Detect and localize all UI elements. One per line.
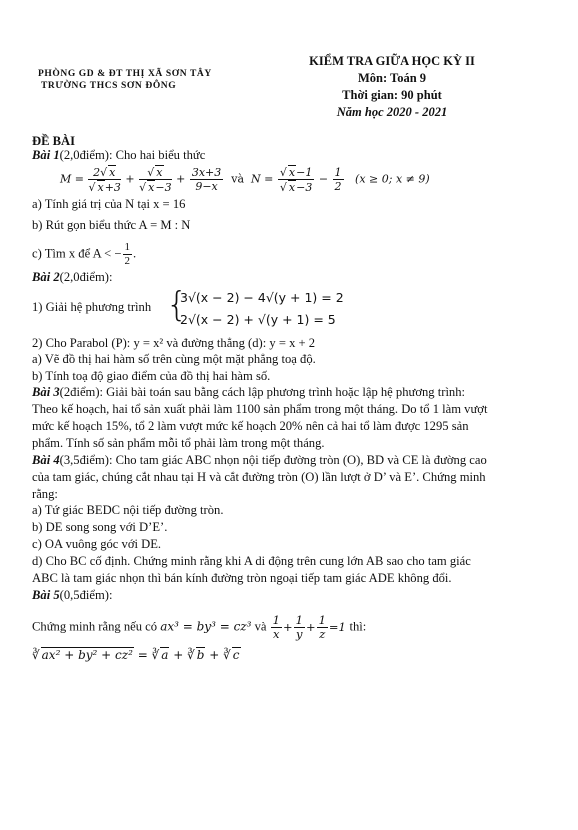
q5-prefix: Chứng minh rằng nếu có [32,619,158,634]
q4-part-d1: d) Cho BC cố định. Chứng minh rằng khi A di động trên cung lớn AB sao cho tam giác [32,554,471,568]
q2-part1: 1) Giải hệ phương trình [32,300,152,314]
q2-eq2: 2√(x − 2) + √(y + 1) = 5 [180,312,336,327]
q3-heading [32,385,465,400]
q2-eq1: 3√(x − 2) − 4√(y + 1) = 2 [180,290,344,305]
q1-heading [32,148,205,163]
q4-part-d2: ABC là tam giác nhọn thì bán kính đường tròn ngoại tiếp tam giác ADE không đổi. [32,571,452,585]
q5-condition1: ax³ = by³ = cz³ [160,619,252,634]
q3-line2: mức kế hoạch 15%, tổ 2 làm vượt mức kế hoạch 20% nên cả hai tổ làm được 1295 sản [32,419,469,433]
q4-title-rest: (3,5điểm): Cho tam giác ABC nhọn nội tiếp đường tròn (O), BD và CE là đường cao [59,453,487,467]
exam-title: KIỂM TRA GIỮA HỌC KỲ II [309,54,475,68]
section-title: ĐỀ BÀI [32,134,76,148]
q5-title-rest: (0,5điểm): [59,588,113,602]
q1-title: Bài 1 [32,148,60,162]
exam-subject: Môn: Toán 9 [357,71,427,85]
q3-title-rest: (2điểm): Giải bài toán sau bằng cách lập phương trình hoặc lập hệ phương trình: [59,385,466,399]
formula-and: và [231,172,245,186]
fraction: $\frac{2√ x}{√ x+3}$ [88,166,121,194]
q1-part-c [32,241,136,268]
q5-and: và [254,619,267,634]
q2-title-rest: (2,0điểm): [59,270,113,284]
q2-part-a: a) Vẽ đồ thị hai hàm số trên cùng một mặt phẳng toạ độ. [32,352,316,366]
q4-part-a: a) Tứ giác BEDC nội tiếp đường tròn. [32,503,224,517]
q2-heading [32,270,112,285]
system-brace: { [166,285,188,325]
formula-condition: (x ≥ 0; x ≠ 9) [355,172,430,186]
school-dept: PHÒNG GD & ĐT THỊ XÃ SƠN TÂY [38,69,212,79]
q2-title: Bài 2 [32,270,60,284]
q5-title: Bài 5 [32,588,60,602]
q5-condition2: $\frac{1}{x}$ + $\frac{1}{y}$ + $\frac{1}{z}$ =1 [272,613,350,641]
q4-part-b: b) DE song song với D’E’. [32,520,168,534]
school-name: TRƯỜNG THCS SƠN ĐÔNG [41,81,177,91]
q5-heading [32,588,112,603]
fraction: $\frac{√ x}{√ x-3}$ [139,166,172,194]
fraction: $\frac{3x+3}{9-x}$ [191,166,222,193]
q2-part2: 2) Cho Parabol (P): y = x² và đường thẳng (d): y = x + 2 [32,336,316,350]
q4-line1: của tam giác, chúng cắt nhau tại H và cắt đường tròn (O) lần lượt ở D’ và E’. Chứng minh [32,470,486,484]
fraction: $\frac{1}{2}$ [334,166,342,193]
q1-formula: M = $\frac{2√ x}{√ x+3}$ + $\frac{√ x}{√ x-3}$ + $\frac{3x+3}{9-x}$ và N = $\frac{√ x-1}{√ x-3}$ − $\frac{1}{2}$ (x ≥ 0; x ≠ 9) [60,166,430,194]
q1-part-a: a) Tính giá trị của N tại x = 16 [32,197,186,211]
q3-line1: Theo kế hoạch, hai tổ sản xuất phải làm 1100 sản phẩm trong một tháng. Do tổ 1 làm vượt [32,402,488,416]
q1-part-c-text: c) Tìm x để A < − [32,246,122,261]
q3-title: Bài 3 [32,385,60,399]
exam-duration: Thời gian: 90 phút [342,88,442,102]
q4-part-c: c) OA vuông góc với DE. [32,537,162,551]
q1-part-b: b) Rút gọn biểu thức A = M : N [32,218,191,232]
formula-M-label: M = [60,172,84,186]
q5-statement [32,614,366,641]
q5-then: thì: [349,619,367,634]
q3-line3: phẩm. Tính số sản phẩm mỗi tổ phải làm trong một tháng. [32,436,325,450]
q1-part-c-end: . [133,246,137,261]
q2-part-b: b) Tính toạ độ giao điểm của đồ thị hai hàm số. [32,369,271,383]
q1-title-rest: (2,0điểm): Cho hai biểu thức [59,148,206,162]
q4-line2: rằng: [32,487,58,501]
exam-year: Năm học 2020 - 2021 [336,105,448,119]
q5-identity: ∛ ax² + by² + cz² = ∛ a + ∛ b + ∛ c [32,648,240,662]
fraction: $\frac{√ x-1}{√ x-3}$ [279,166,313,194]
q4-heading [32,453,487,468]
formula-N-label: N = [251,172,274,186]
q4-title: Bài 4 [32,453,60,467]
fraction: $\frac{1}{2}$ [124,241,131,267]
